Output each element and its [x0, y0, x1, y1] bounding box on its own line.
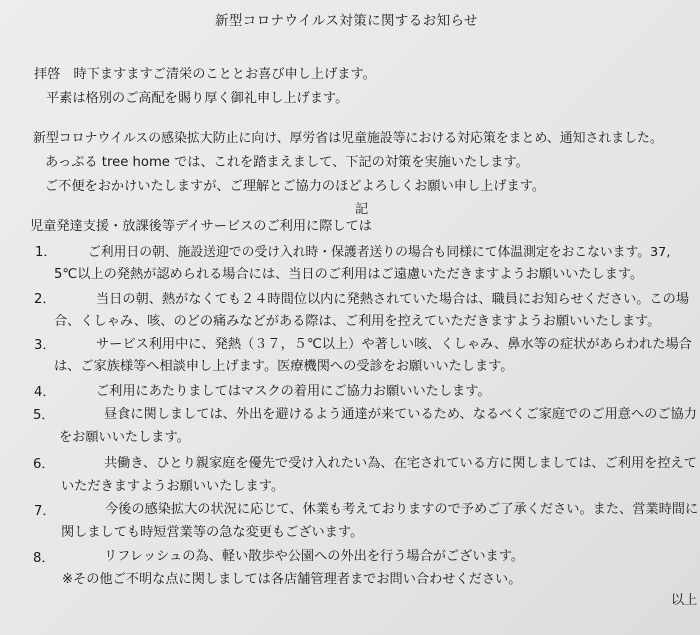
- item-number: 1．: [35, 245, 57, 260]
- document-title: 新型コロナウイルス対策に関するお知らせ: [215, 13, 478, 29]
- item-text-line: 共働き、ひとり親家庭を優先で受け入れたい為、在宅されている方に関しましては、ご利用を控えて: [104, 456, 697, 471]
- greeting-line-2: 平素は格別のご高配を賜り厚く御礼申し上げます。: [46, 91, 349, 106]
- item-text-line: ご利用にあたりましてはマスクの着用にご協力お願いいたします。: [96, 384, 491, 399]
- section-heading: 児童発達支援・放課後等デイサービスのご利用に際しては: [30, 219, 372, 234]
- intro-line-3: ご不便をおかけいたしますが、ご理解とご協力のほどよろしくお願い申し上げます。: [45, 179, 546, 194]
- item-number: 6．: [33, 457, 55, 472]
- item-text-line: 合、くしゃみ、咳、のどの痛みなどがある際は、ご利用を控えていただきますようお願いいたします。: [54, 314, 661, 329]
- closing-word: 以上: [671, 593, 698, 608]
- item-number: 8．: [33, 551, 55, 566]
- item-text-line: いただきますようお願いいたします。: [61, 479, 285, 494]
- item-number: 3．: [34, 338, 56, 353]
- item-number: 5．: [33, 408, 55, 423]
- item-text-line: 昼食に関しましては、外出を避けるよう通達が来ているため、なるべくご家庭でのご用意へのご協力: [104, 407, 697, 422]
- greeting-line-1: 拝啓 時下ますますご清栄のこととお喜び申し上げます。: [34, 67, 376, 82]
- item-text-line: リフレッシュの為、軽い散歩や公園への外出を行う場合がございます。: [104, 549, 525, 564]
- item-text-line: サービス利用中に、発熱（３７，５℃以上）や著しい咳、くしゃみ、鼻水等の症状があらわれた場合: [96, 337, 692, 352]
- intro-line-1: 新型コロナウイルスの感染拡大防止に向け、厚労省は児童施設等における対応策をまとめ、通知されました。: [33, 131, 663, 146]
- intro-line-2: あっぷる tree home では、これを踏まえまして、下記の対策を実施いたします。: [45, 155, 529, 170]
- item-number: 4．: [34, 385, 56, 400]
- item-text-line: 5℃以上の発熱が認められる場合には、当日のご利用はご遠慮いただきますようお願いいたします。: [54, 267, 644, 282]
- ki-heading: 記: [355, 202, 369, 217]
- item-text-line: をお願いいたします。: [59, 430, 190, 445]
- item-text-line: は、ご家族様等へ相談申し上げます。医療機関への受診をお願いいたします。: [54, 359, 514, 374]
- item-text-line: ご利用日の朝、施設送迎での受け入れ時・保護者送りの場合も同様にて体温測定をおこないます。37,: [88, 245, 671, 260]
- item-text-line: 今後の感染拡大の状況に応じて、休業も考えておりますので予めご了承ください。また、営業時間に: [105, 502, 699, 517]
- item-number: 7．: [34, 504, 56, 519]
- item-number: 2．: [34, 292, 56, 307]
- item-text-line: 当日の朝、熱がなくても２４時間位以内に発熱されていた場合は、職員にお知らせください。この場: [96, 292, 690, 307]
- item-text-line: 関しましても時短営業等の急な変更もございます。: [61, 525, 364, 540]
- note-line: ※その他ご不明な点に関しましては各店舗管理者までお問い合わせください。: [62, 572, 522, 587]
